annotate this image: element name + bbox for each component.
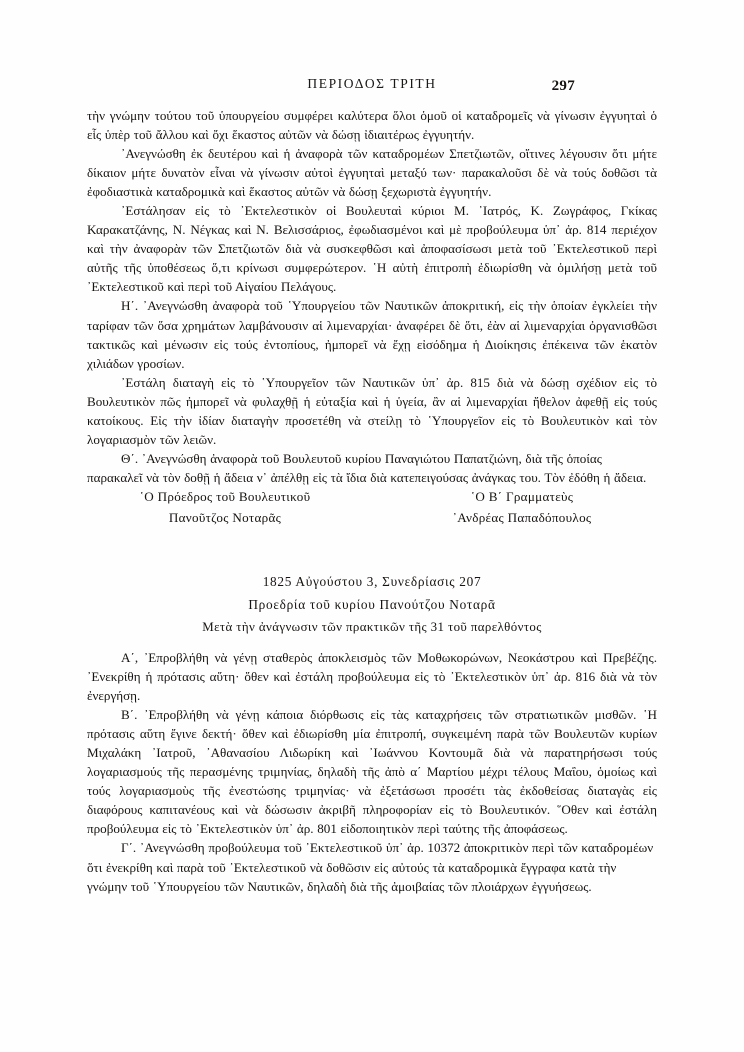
- paragraph-article-9: Θ΄. ᾽Ανεγνώσθη ἀναφορὰ τοῦ Βουλευτοῦ κυρίου Παναγιώτου Παπατζιώνη, διὰ τῆς ὁποίας παρακαλεῖ νὰ τὸν δοθῇ ἡ ἄδεια ν᾽ ἀπέλθῃ εἰς τὰ ἴδια διὰ κατεπειγούσας ἀνάγκας του. Τὸν ἐδόθη ἡ ἄδεια.: [87, 450, 647, 485]
- paragraph: τὴν γνώμην τούτου τοῦ ὑπουργείου συμφέρει καλύτερα ὅλοι ὁμοῦ οἱ καταδρομεῖς νὰ γίνωσιν ἐγγυηταὶ ὁ εἷς ὑπὲρ τοῦ ἄλλου καὶ ὄχι ἕκαστος αὐτῶν νὰ δώσῃ ἰδιαιτέρως ἐγγυητήν.: [87, 108, 657, 143]
- paragraph-article-2: Β΄. ᾽Επροβλήθη νὰ γένῃ κάποια διόρθωσις εἰς τὰς καταχρήσεις τῶν στρατιωτικῶν μισθῶν. ῾Η πρότασις αὕτη ἔγινε δεκτή· ὅθεν καὶ ἐδιωρίσθη μία ἐπιτροπή, συγκειμένη παρὰ τῶν Βουλευτῶν κυρίων Μιχαλάκη ᾽Ιατροῦ, ᾽Αθανασίου Λιδωρίκη καὶ ᾽Ιωάννου Κοντουμᾶ διὰ νὰ παρατηρήσωσι τούς λογαριασμούς τῆς περασμένης τριμηνίας, δηλαδὴ τῆς ἀπὸ α΄ Μαρτίου μέχρι τέλους Μαΐου, ὁμοίως καὶ τούς λογαριασμοὺς τῆς ἐνεστώσης τριμηνίας· νὰ ἐξετάσωσι προσέτι τὰς ἐκδοθείσας διαταγὰς εἰς διαφόρους καπιτανέους καὶ νὰ δώσωσιν ἀκριβῆ πληροφορίαν εἰς τὸ Βουλευτικόν. ῞Οθεν καὶ ἐστάλη προβούλευμα εἰς τὸ ᾽Εκτελεστικὸν ὑπ᾽ ἀρ. 801 εἰδοποιητικὸν περὶ ταύτης τῆς ἀποφάσεως.: [87, 707, 657, 837]
- session-note: Μετὰ τὴν ἀνάγνωσιν τῶν πρακτικῶν τῆς 31 τοῦ παρελθόντος: [202, 620, 542, 634]
- session-date: 1825 Αὐγούστου 3, Συνεδρίασις 207: [262, 574, 482, 589]
- signature-president: [105, 486, 345, 528]
- session-heading: [87, 570, 657, 639]
- signature-name: Πανοῦτζος Νοταρᾶς: [168, 510, 282, 525]
- paragraph: ᾽Ανεγνώσθη ἐκ δευτέρου καὶ ἡ ἀναφορὰ τῶν καταδρομέων Σπετζιωτῶν, οἵτινες λέγουσιν ὅτι μήτε δίκαιον μήτε δυνατὸν εἶναι νὰ γίνωσιν αὐτοὶ ἐγγυηταὶ μεταξύ των· παρακαλοῦσι δὲ νὰ τούς δοθῶσι τὰ ἐφοδιαστικὰ καταδρομικὰ καὶ ἕκαστος αὐτῶν νὰ δώσῃ ξεχωριστὰ ἐγγυητήν.: [87, 146, 657, 200]
- page-number: 297: [551, 78, 575, 94]
- signature-role: ῾Ο Πρόεδρος τοῦ Βουλευτικοῦ: [139, 489, 311, 504]
- paragraph-article-1: Α΄, ᾽Επροβλήθη νὰ γένῃ σταθερὸς ἀποκλεισμὸς τῶν Μοθωκορώνων, Νεοκάστρου καὶ Πρεβέζης. ᾽Ενεκρίθη ἡ πρότασις αὕτη· ὅθεν καὶ ἐστάλη προβούλευμα εἰς τὸ ᾽Εκτελεστικὸν ὑπ᾽ ἀρ. 816 διὰ νὰ τὸν ἐνεργήσῃ.: [87, 650, 657, 704]
- page-title: ΠΕΡΙΟΔΟΣ ΤΡΙΤΗ: [307, 76, 437, 91]
- paragraph-article-8: Η΄. ᾽Ανεγνώσθη ἀναφορὰ τοῦ ῾Υπουργείου τῶν Ναυτικῶν ἀποκριτική, εἰς τὴν ὁποίαν ἐγκλείει τὴν ταρίφαν τῶν ὅσα χρημάτων λαμβάνουσιν αἱ λιμεναρχίαι· ἀναφέρει δὲ ὅτι, ἐὰν αἱ λιμεναρχίαι ὀργανισθῶσι τακτικῶς καὶ μένωσιν εἰς τούς ἐντοπίους, ἠμπορεῖ νὰ ἔχῃ εἰσόδημα ἡ Διοίκησις ἐπέκεινα τῶν ἑκατὸν χιλιάδων γροσίων.: [87, 298, 657, 371]
- articles-section: [87, 648, 657, 896]
- running-head: [87, 76, 657, 96]
- paragraph: ᾽Εστάλησαν εἰς τὸ ᾽Εκτελεστικὸν οἱ Βουλευταὶ κύριοι Μ. ᾽Ιατρός, Κ. Ζωγράφος, Γκίκας Καρακατζάνης, Ν. Νέγκας καὶ Ν. Βελισσάριος, ἐφωδιασμένοι καὶ μὲ προβούλευμα ὑπ᾽ ἀρ. 814 περιέχον καὶ τὴν ἀναφορὰν τῶν Σπετζιωτῶν διὰ νὰ συσκεφθῶσι καὶ ἀποφασίσωσι μετὰ τοῦ ᾽Εκτελεστικοῦ περὶ αὐτῆς τῆς ὑποθέσεως ὅ,τι κρίνωσι συμφερώτερον. ῾Η αὐτὴ ἐπιτροπὴ ἐδιωρίσθη νὰ ὁμιλήσῃ μετὰ τοῦ ᾽Εκτελεστικοῦ καὶ περὶ τοῦ Αἰγαίου Πελάγους.: [87, 203, 657, 295]
- signature-secretary: [397, 486, 647, 528]
- main-text-column: [87, 106, 657, 487]
- paragraph-article-3: Γ΄. ᾽Ανεγνώσθη προβούλευμα τοῦ ᾽Εκτελεστικοῦ ὑπ᾽ ἀρ. 10372 ἀποκριτικὸν περὶ τῶν καταδρομέων ὅτι ἐνεκρίθη καὶ παρὰ τοῦ ᾽Εκτελεστικοῦ νὰ δοθῶσιν εἰς αὐτούς τὰ καταδρομικὰ ἔγγραφα κατὰ τὴν γνώμην τοῦ ῾Υπουργείου τῶν Ναυτικῶν, δηλαδὴ διὰ τῆς ἀμοιβαίας τῶν πλοιάρχων ἐγγυήσεως.: [87, 840, 654, 894]
- signature-name: ᾽Ανδρέας Παπαδόπουλος: [452, 510, 592, 525]
- signature-role: ῾Ο Β΄ Γραμματεὺς: [470, 489, 574, 504]
- session-chair: Προεδρία τοῦ κυρίου Πανούτζου Νοταρᾶ: [248, 597, 496, 612]
- signature-block: [87, 486, 657, 540]
- paragraph: ᾽Εστάλη διαταγὴ εἰς τὸ ῾Υπουργεῖον τῶν Ναυτικῶν ὑπ᾽ ἀρ. 815 διὰ νὰ δώσῃ σχέδιον εἰς τὸ Βουλευτικὸν πῶς ἠμπορεῖ νὰ φυλαχθῇ ἡ εὐταξία καὶ ἡ ὑγεία, ἂν αἱ λιμεναρχίαι ἤθελον ἀφεθῇ εἰς τούς κατοίκους. Εἰς τὴν ἰδίαν διαταγὴν προσετέθη νὰ στείλῃ τὸ ῾Υπουργεῖον εἰς τὸ Βουλευτικὸν καὶ τὸν λογαριασμὸν τῶν λειῶν.: [87, 374, 657, 447]
